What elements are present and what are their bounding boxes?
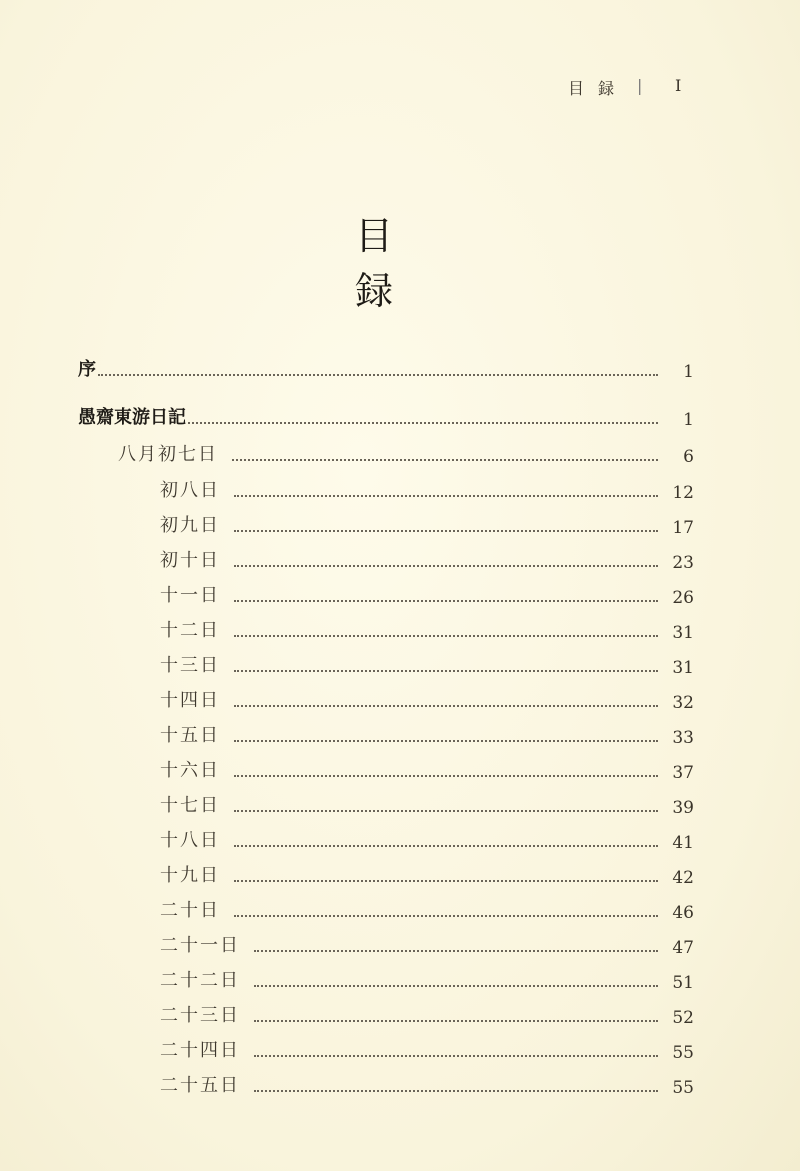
toc-entry-page: 31 [672,658,694,678]
toc-leader-dots [234,810,658,812]
toc-entry [160,476,700,506]
toc-entry-label: 初九日 [160,515,220,536]
toc-entry-label: 十二日 [160,620,220,641]
toc-entry-label: 十八日 [160,830,220,851]
toc-entry-page: 51 [672,973,694,993]
toc-entry [78,403,700,433]
toc-entry [118,440,700,470]
toc-leader-dots [234,635,658,637]
toc-entry-page: 33 [672,728,694,748]
toc-entry-page: 6 [683,447,694,467]
running-head-page-number: I [675,76,682,95]
toc-entry [160,651,700,681]
toc-entry-page: 12 [672,483,694,503]
toc-entry [160,546,700,576]
toc-leader-dots [254,1020,658,1022]
toc-entry-label: 十三日 [160,655,220,676]
toc-leader-dots [234,495,658,497]
toc-entry-label: 十六日 [160,760,220,781]
toc-entry-label: 八月初七日 [118,444,218,465]
toc-entry-page: 55 [672,1078,694,1098]
toc-entry [160,896,700,926]
toc-entry-label: 二十日 [160,900,220,921]
toc-entry-label: 二十三日 [160,1005,240,1026]
toc-entry-label: 十一日 [160,585,220,606]
toc-entry-page: 41 [672,833,694,853]
toc-entry-page: 1 [683,362,694,382]
toc-entry [160,721,700,751]
toc-entry [160,581,700,611]
toc-entry [78,355,700,385]
toc-entry [160,791,700,821]
toc-entry-page: 39 [672,798,694,818]
toc-entry-page: 52 [672,1008,694,1028]
toc-entry-label: 愚齋東游日記 [78,407,186,428]
toc-leader-dots [232,459,658,461]
toc-entry-label: 序 [78,359,96,380]
toc-leader-dots [234,670,658,672]
toc-entry-label: 二十五日 [160,1075,240,1096]
toc-leader-dots [188,422,658,424]
toc-entry-page: 46 [672,903,694,923]
toc-entry-label: 十五日 [160,725,220,746]
running-head-separator: | [637,76,643,95]
toc-leader-dots [234,600,658,602]
toc-entry [160,931,700,961]
toc-entry-page: 26 [672,588,694,608]
toc-entry-page: 55 [672,1043,694,1063]
toc-entry [160,861,700,891]
toc-leader-dots [234,705,658,707]
running-head [560,76,700,100]
toc-entry-page: 42 [672,868,694,888]
toc-leader-dots [234,565,658,567]
toc-leader-dots [98,374,658,376]
toc-entry-label: 二十一日 [160,935,240,956]
running-head-title: 目録 [568,79,629,98]
toc-entry-page: 32 [672,693,694,713]
toc-entry-label: 二十四日 [160,1040,240,1061]
page-title: 目 録 [354,214,425,313]
toc-entry [160,686,700,716]
toc-entry-label: 初十日 [160,550,220,571]
toc-leader-dots [234,530,658,532]
toc-entry-page: 23 [672,553,694,573]
toc-leader-dots [254,1055,658,1057]
toc-leader-dots [254,1090,658,1092]
toc-entry-label: 十七日 [160,795,220,816]
toc-leader-dots [234,845,658,847]
toc-entry [160,1001,700,1031]
toc-entry-label: 十四日 [160,690,220,711]
toc-entry [160,1036,700,1066]
toc-leader-dots [234,880,658,882]
toc-entry [160,511,700,541]
toc-entry-label: 二十二日 [160,970,240,991]
toc-leader-dots [254,950,658,952]
toc-entry [160,966,700,996]
toc-entry-page: 47 [672,938,694,958]
toc-entry-label: 初八日 [160,480,220,501]
toc-entry-page: 1 [683,410,694,430]
toc-leader-dots [234,915,658,917]
toc-entry-label: 十九日 [160,865,220,886]
toc-entry-page: 31 [672,623,694,643]
toc-entry-page: 37 [672,763,694,783]
toc-leader-dots [234,775,658,777]
toc-entry [160,1071,700,1101]
toc-entry-page: 17 [672,518,694,538]
toc-entry [160,616,700,646]
toc-entry [160,756,700,786]
toc-leader-dots [234,740,658,742]
toc-leader-dots [254,985,658,987]
toc-entry [160,826,700,856]
